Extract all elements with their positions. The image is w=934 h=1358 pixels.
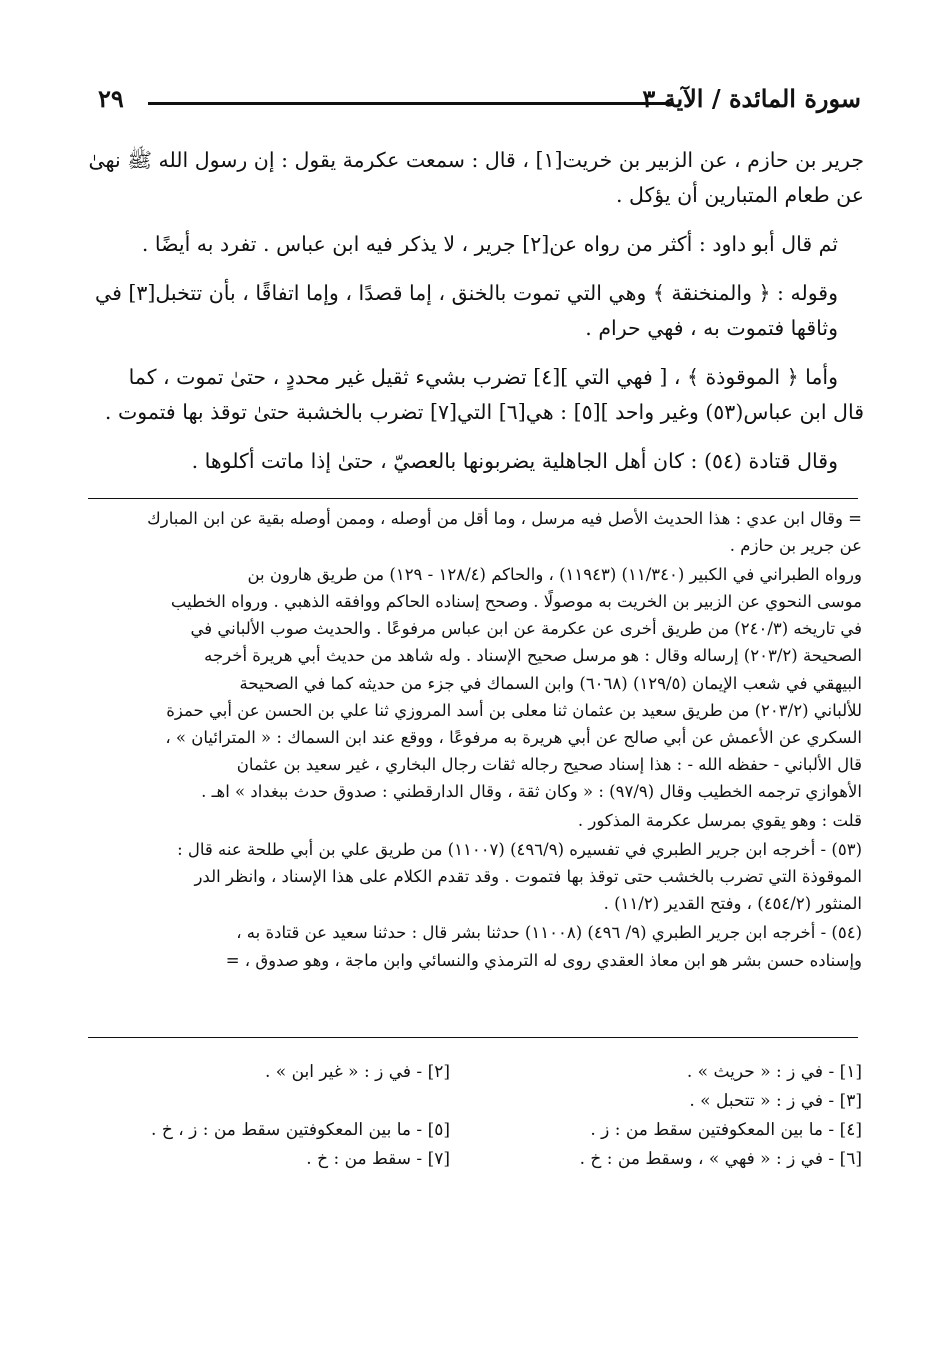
page-number: ٢٩ — [98, 84, 124, 113]
footnote-line: في تاريخه (٢٤٠/٣) من طريق أخرى عن عكرمة عن ابن عباس مرفوعًا . والحديث صوب الألباني في — [190, 619, 862, 639]
footnote-remark — [100, 807, 862, 834]
paragraph-1 — [88, 143, 864, 213]
text-line: عن طعام المتبارين أن يؤكل . — [615, 183, 864, 207]
paragraph-2 — [96, 227, 864, 262]
footnote-line: ورواه الطبراني في الكبير (١١/٣٤٠) (١١٩٤٣) ، والحاكم (١٢٨/٤ - ١٢٩) من طريق هارون بن — [247, 565, 862, 585]
text-line: قال ابن عباس(٥٣) وغير واحد ][٥] : هي[٦] التي[٧] تضرب بالخشبة حتىٰ توقذ بها فتموت . — [104, 400, 864, 424]
footnote-line: الأهوازي ترجمه الخطيب وقال (٩٧/٩) : « وكان ثقة ، وقال الدارقطني : صدوق حدث ببغداد » اهـ . — [201, 781, 862, 801]
footnote-line: = وقال ابن عدي : هذا الحديث الأصل فيه مرسل ، وما أقل من أوصله ، وممن أوصله بقية عن ابن المبارك — [147, 509, 862, 528]
paragraph-5 — [96, 444, 864, 479]
footnote-line: موسى النحوي عن الزبير بن الخريت به موصولًا . وصحح إسناده الحاكم ووافقه الذهبي . ورواه الخطيب — [170, 592, 862, 612]
variants-separator — [88, 1037, 858, 1038]
footnote-line: البيهقي في شعب الإيمان (١٢٩/٥) (٦٠٦٨) وابن السماك في جزء من حديثه كما في الصحيحة — [239, 673, 862, 693]
text-line: وقوله : ﴿ والمنخنقة ﴾ وهي التي تموت بالخنق ، إما قصدًا ، وإما اتفاقًا ، بأن تتخبل[٣] في — [94, 281, 838, 305]
paragraph-3 — [96, 276, 864, 346]
footnote-54 — [100, 919, 862, 973]
page-header — [98, 84, 861, 120]
footnote-separator — [88, 498, 858, 499]
variant-row — [110, 1087, 862, 1116]
main-text — [88, 143, 864, 493]
variant-row — [110, 1116, 862, 1145]
variant-row — [110, 1058, 862, 1087]
variant-note: [١] - في ز : « حريث » . — [686, 1062, 862, 1082]
footnote-line: قلت : وهو يقوي بمرسل عكرمة المذكور . — [577, 811, 862, 831]
variant-note: [٤] - ما بين المعكوفتين سقط من : ز . — [590, 1120, 862, 1140]
footnote-continuation — [100, 505, 862, 559]
variant-note: [٢] - في ز : « غير ابن » . — [264, 1062, 450, 1082]
footnote-line: السكري عن الأعمش عن أبي صالح عن أبي هريرة به مرفوعًا ، ووقع عند ابن السماك : « المترائيان » ، — [165, 727, 862, 747]
text-line: وقال قتادة (٥٤) : كان أهل الجاهلية يضربونها بالعصيّ ، حتىٰ إذا ماتت أكلوها . — [191, 449, 838, 473]
variant-note: [٧] - سقط من : خ . — [306, 1149, 450, 1169]
text-line: وثاقها فتموت به ، فهي حرام . — [585, 316, 838, 340]
footnote-line: وإسناده حسن بشر هو ابن معاذ العقدي روى له الترمذي والنسائي وابن ماجة ، وهو صدوق ، = — [225, 950, 862, 970]
footnotes — [100, 505, 862, 976]
header-rule — [148, 102, 671, 105]
footnote-53 — [100, 836, 862, 917]
footnote-line: قال الألباني - حفظه الله - : هذا إسناد صحيح رجاله ثقات رجال البخاري ، غير سعيد بن عثمان — [236, 754, 862, 774]
variant-note: [٦] - في ز : « فهي » ، وسقط من : خ . — [579, 1149, 862, 1169]
footnote-line: المنثور (٤٥٤/٢) ، وفتح القدير (١١/٢) . — [603, 894, 862, 914]
variant-note: [٥] - ما بين المعكوفتين سقط من : ز ، خ . — [151, 1120, 450, 1140]
footnote-line: للألباني (٢٠٣/٢) من طريق سعيد بن عثمان ثنا معلى بن أسد المروزي ثنا علي بن الحسن عن أبي حمزة — [166, 700, 862, 720]
footnote-line: عن جرير بن حازم . — [729, 536, 862, 556]
paragraph-4 — [96, 360, 864, 430]
manuscript-variants — [110, 1058, 862, 1174]
text-line: وأما ﴿ الموقوذة ﴾ ، [ فهي التي ][٤] تضرب بشيء ثقيل غير محددٍ ، حتىٰ تموت ، كما — [128, 365, 838, 389]
text-line: ثم قال أبو داود : أكثر من رواه عن[٢] جرير ، لا يذكر فيه ابن عباس . تفرد به أيضًا . — [141, 232, 838, 256]
running-title: سورة المائدة / الآية ٣ — [642, 84, 861, 113]
footnote-line: (٥٤) - أخرجه ابن جرير الطبري (٩/ ٤٩٦) (١١٠٠٨) حدثنا بشر قال : حدثنا سعيد عن قتادة به ، — [236, 923, 862, 943]
footnote-line: الصحيحة (٢٠٣/٢) إرساله وقال : هو مرسل صحيح الإسناد . وله شاهد من حديث أبي هريرة أخرجه — [204, 646, 862, 666]
variant-note: [٣] - في ز : « تتحبل » . — [689, 1091, 862, 1111]
footnote-line: الموقوذة التي تضرب بالخشب حتى توقذ بها فتموت . وقد تقدم الكلام على هذا الإسناد ، وانظر الدر — [194, 867, 862, 887]
footnote-line: (٥٣) - أخرجه ابن جرير الطبري في تفسيره (٤٩٦/٩) (١١٠٠٧) من طريق علي بن أبي طلحة عنه قال : — [177, 840, 862, 860]
text-line: جرير بن حازم ، عن الزبير بن خريت[١] ، قال : سمعت عكرمة يقول : إن رسول الله ﷺ نهىٰ — [88, 148, 864, 172]
variant-row — [110, 1145, 862, 1174]
footnote-takhrij — [100, 561, 862, 805]
